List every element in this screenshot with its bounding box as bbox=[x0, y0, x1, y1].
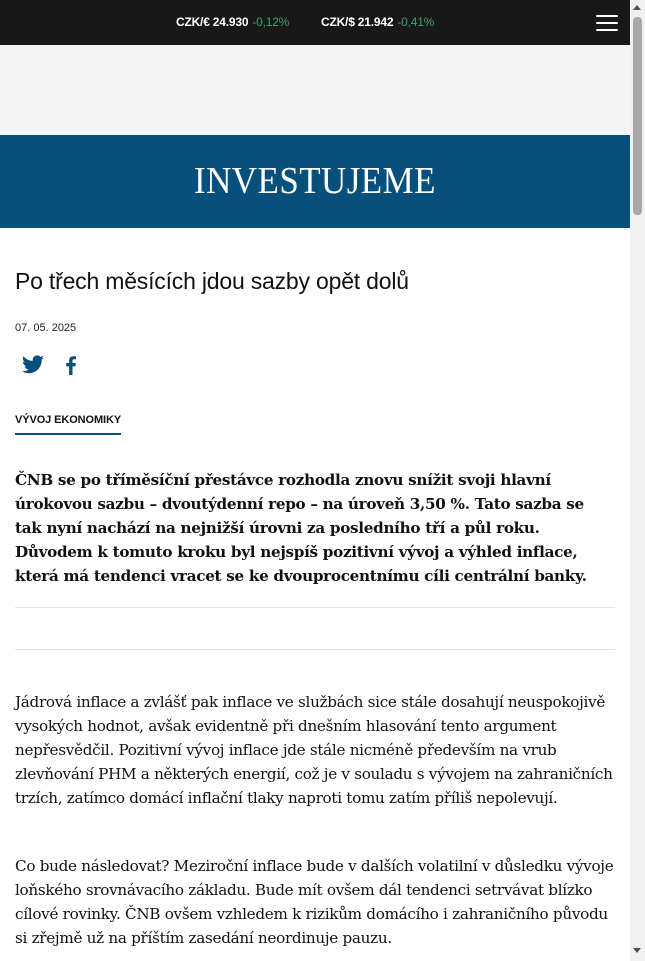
article-paragraph: Jádrová inflace a zvlášť pak inflace ve službách sice stále dosahují neuspokojivě vysokých hodnot, avšak evidentně při dnešním hlasování tento argument nepřesvědčil. Pozitivní vývoj inflace jde stále nicméně především na vrub zlevňování PHM a některých energií, což je v souladu s vývojem na zahraničních trzích, zatímco domácí inflační tlaky naproti tomu zatím příliš nepolevují. bbox=[15, 693, 613, 807]
article-paragraph: Co bude následovat? Meziroční inflace bude v dalších volatilní v důsledku vývoje loňského srovnávacího základu. Bude mít ovšem dál tendenci setrvávat blízko cílové rovinky. ČNB ovšem vzhledem k rizikům domácího i zahraničního původu si zřejmě už na příštím zasedání neordinuje pauzu. bbox=[15, 857, 614, 947]
hamburger-menu-icon[interactable] bbox=[596, 14, 618, 32]
rate-label: CZK/€ 24.930 bbox=[176, 15, 249, 29]
category-tag[interactable]: VÝVOJ EKONOMIKY bbox=[15, 414, 121, 435]
scroll-down-arrow-icon[interactable] bbox=[633, 948, 641, 953]
currency-ticker-bar bbox=[0, 0, 630, 45]
scroll-up-arrow-icon[interactable] bbox=[633, 5, 641, 10]
facebook-icon[interactable] bbox=[59, 353, 83, 377]
scrollbar-thumb[interactable] bbox=[633, 17, 642, 215]
divider bbox=[15, 607, 615, 608]
rate-czk-eur bbox=[176, 15, 289, 29]
brand-header bbox=[0, 135, 630, 228]
divider bbox=[15, 649, 615, 650]
site-logo[interactable]: INVESTUJEME bbox=[193, 160, 436, 202]
twitter-icon[interactable] bbox=[21, 353, 45, 377]
article-lead: ČNB se po tříměsíční přestávce rozhodla znovu snížit svoji hlavní úrokovou sazbu – dvoutýdenní repo – na úroveň 3,50 %. Tato sazba se tak nyní nachází na nejnižší úrovni za posledního tří a půl roku. Důvodem k tomuto kroku byl nejspíš pozitivní vývoj a výhled inflace, která má tendenci vracet se ke dvouprocentnímu cíli centrální banky. bbox=[15, 471, 587, 585]
rate-label: CZK/$ 21.942 bbox=[321, 15, 394, 29]
ad-placeholder bbox=[0, 45, 630, 135]
rate-change: -0,41% bbox=[397, 15, 435, 29]
article-title: Po třech měsících jdou sazby opět dolů bbox=[15, 268, 409, 294]
rate-change: -0,12% bbox=[252, 15, 290, 29]
rate-czk-usd bbox=[321, 15, 434, 29]
article-date: 07. 05. 2025 bbox=[15, 322, 77, 334]
page-scrollbar[interactable] bbox=[630, 0, 645, 961]
